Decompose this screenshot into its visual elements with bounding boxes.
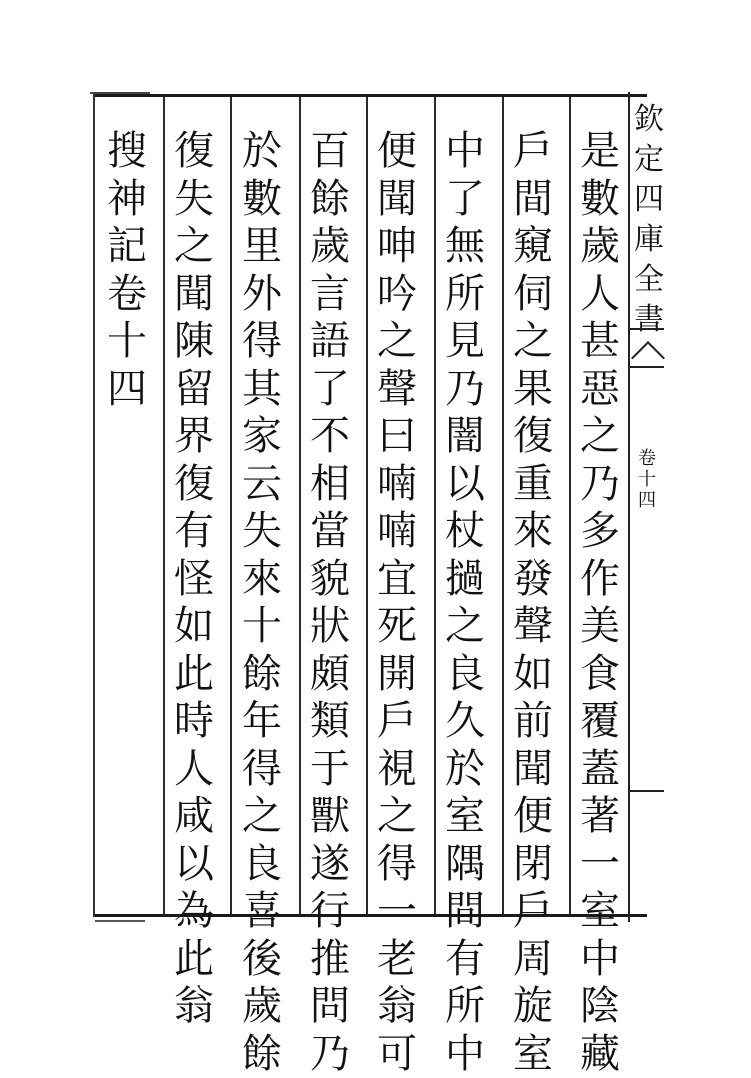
- glyph: 復: [174, 128, 214, 176]
- glyph: 喃: [377, 508, 417, 556]
- glyph: 行: [310, 888, 350, 936]
- glyph: 類: [310, 698, 350, 746]
- glyph: 得: [242, 746, 282, 794]
- column-rule: [163, 97, 165, 914]
- glyph: 來: [242, 556, 282, 604]
- glyph: 得: [242, 318, 282, 366]
- glyph: 乃: [310, 1031, 350, 1078]
- glyph: 來: [513, 508, 553, 556]
- column-rule: [569, 97, 571, 914]
- glyph: 遂: [310, 841, 350, 889]
- glyph: 後: [242, 936, 282, 984]
- margin-glyph: 四: [634, 180, 664, 220]
- glyph: 復: [174, 461, 214, 509]
- glyph: 之: [445, 603, 485, 651]
- glyph: 一: [377, 888, 417, 936]
- glyph: 相: [310, 461, 350, 509]
- glyph: 作: [580, 556, 620, 604]
- glyph: 記: [107, 223, 147, 271]
- glyph: 蓋: [580, 746, 620, 794]
- glyph: 便: [377, 128, 417, 176]
- glyph: 百: [310, 128, 350, 176]
- glyph: 之: [377, 318, 417, 366]
- glyph: 中: [580, 936, 620, 984]
- glyph: 中: [445, 128, 485, 176]
- glyph: 周: [513, 936, 553, 984]
- glyph: 十: [107, 318, 147, 366]
- margin-glyph: 書: [634, 300, 664, 340]
- glyph: 咸: [174, 793, 214, 841]
- margin-book-title: [631, 100, 667, 340]
- glyph: 之: [580, 413, 620, 461]
- glyph: 貌: [310, 556, 350, 604]
- text-column-7: [168, 128, 220, 1031]
- glyph: 聞: [377, 176, 417, 224]
- glyph: 聲: [513, 603, 553, 651]
- glyph: 戶: [377, 698, 417, 746]
- glyph: 餘: [242, 1031, 282, 1078]
- glyph: 頗: [310, 651, 350, 699]
- glyph: 四: [107, 366, 147, 414]
- glyph: 此: [174, 936, 214, 984]
- glyph: 藏: [580, 1031, 620, 1078]
- glyph: 陳: [174, 318, 214, 366]
- glyph: 于: [310, 746, 350, 794]
- glyph: 餘: [242, 651, 282, 699]
- glyph: 發: [513, 556, 553, 604]
- margin-glyph: 欽: [634, 100, 664, 140]
- glyph: 了: [445, 176, 485, 224]
- glyph: 言: [310, 271, 350, 319]
- glyph: 便: [513, 793, 553, 841]
- glyph: 久: [445, 698, 485, 746]
- glyph: 多: [580, 508, 620, 556]
- column-rule: [230, 97, 232, 914]
- glyph: 開: [377, 651, 417, 699]
- glyph: 云: [242, 461, 282, 509]
- glyph: 之: [242, 793, 282, 841]
- margin-glyph: 四: [638, 490, 656, 511]
- glyph: 里: [242, 223, 282, 271]
- glyph: 年: [242, 698, 282, 746]
- glyph: 伺: [513, 271, 553, 319]
- margin-glyph: 卷: [638, 448, 656, 469]
- glyph: 所: [445, 983, 485, 1031]
- glyph: 失: [174, 176, 214, 224]
- glyph: 聞: [513, 746, 553, 794]
- glyph: 以: [174, 841, 214, 889]
- glyph: 呻: [377, 223, 417, 271]
- glyph: 良: [242, 841, 282, 889]
- glyph: 聞: [174, 271, 214, 319]
- glyph: 問: [310, 983, 350, 1031]
- glyph: 有: [174, 508, 214, 556]
- glyph: 喜: [242, 888, 282, 936]
- glyph: 曰: [377, 413, 417, 461]
- glyph: 聲: [377, 366, 417, 414]
- text-column-8-book-end: [101, 128, 153, 413]
- glyph: 室: [445, 793, 485, 841]
- glyph: 翁: [174, 983, 214, 1031]
- glyph: 以: [445, 461, 485, 509]
- glyph: 狀: [310, 603, 350, 651]
- margin-glyph: 全: [634, 260, 664, 300]
- frame-left-border: [93, 94, 95, 917]
- text-column-4: [371, 128, 423, 1078]
- glyph: 卷: [107, 271, 147, 319]
- glyph: 宜: [377, 556, 417, 604]
- glyph: 獸: [310, 793, 350, 841]
- margin-glyph: 庫: [634, 220, 664, 260]
- column-rule: [502, 97, 504, 914]
- glyph: 間: [445, 888, 485, 936]
- glyph: 人: [174, 746, 214, 794]
- glyph: 視: [377, 746, 417, 794]
- glyph: 神: [107, 176, 147, 224]
- glyph: 之: [377, 793, 417, 841]
- glyph: 家: [242, 413, 282, 461]
- glyph: 著: [580, 793, 620, 841]
- glyph: 人: [580, 271, 620, 319]
- glyph: 留: [174, 366, 214, 414]
- glyph: 之: [174, 223, 214, 271]
- glyph: 於: [445, 746, 485, 794]
- glyph: 推: [310, 936, 350, 984]
- glyph: 為: [174, 888, 214, 936]
- text-column-2: [507, 128, 559, 1078]
- glyph: 乃: [445, 366, 485, 414]
- glyph: 果: [513, 366, 553, 414]
- border-speck: [95, 920, 145, 922]
- glyph: 界: [174, 413, 214, 461]
- glyph: 美: [580, 603, 620, 651]
- glyph: 甚: [580, 318, 620, 366]
- fishtail-mark-icon: [630, 328, 664, 368]
- glyph: 惡: [580, 366, 620, 414]
- glyph: 室: [580, 888, 620, 936]
- glyph: 十: [242, 603, 282, 651]
- text-column-6: [236, 128, 288, 1078]
- glyph: 戶: [513, 888, 553, 936]
- margin-glyph: 定: [634, 140, 664, 180]
- glyph: 一: [580, 841, 620, 889]
- column-rule: [366, 97, 368, 914]
- glyph: 死: [377, 603, 417, 651]
- glyph: 吟: [377, 271, 417, 319]
- glyph: 重: [513, 461, 553, 509]
- glyph: 中: [445, 1031, 485, 1078]
- glyph: 數: [580, 176, 620, 224]
- glyph: 窺: [513, 223, 553, 271]
- glyph: 間: [513, 176, 553, 224]
- glyph: 當: [310, 508, 350, 556]
- glyph: 此: [174, 651, 214, 699]
- glyph: 覆: [580, 698, 620, 746]
- text-column-3: [439, 128, 491, 1078]
- text-column-1: [574, 128, 626, 1078]
- glyph: 戶: [513, 128, 553, 176]
- glyph: 餘: [310, 176, 350, 224]
- glyph: 旋: [513, 983, 553, 1031]
- glyph: 食: [580, 651, 620, 699]
- glyph: 數: [242, 176, 282, 224]
- glyph: 於: [242, 128, 282, 176]
- glyph: 室: [513, 1031, 553, 1078]
- glyph: 良: [445, 651, 485, 699]
- glyph: 前: [513, 698, 553, 746]
- glyph: 老: [377, 936, 417, 984]
- glyph: 之: [513, 318, 553, 366]
- glyph: 翁: [377, 983, 417, 1031]
- glyph: 歲: [242, 983, 282, 1031]
- glyph: 有: [445, 936, 485, 984]
- border-speck: [90, 92, 150, 94]
- glyph: 可: [377, 1031, 417, 1078]
- glyph: 闇: [445, 413, 485, 461]
- glyph: 見: [445, 318, 485, 366]
- glyph: 不: [310, 413, 350, 461]
- glyph: 乃: [580, 461, 620, 509]
- glyph: 歲: [580, 223, 620, 271]
- glyph: 所: [445, 271, 485, 319]
- glyph: 無: [445, 223, 485, 271]
- glyph: 是: [580, 128, 620, 176]
- glyph: 外: [242, 271, 282, 319]
- glyph: 如: [513, 651, 553, 699]
- glyph: 喃: [377, 461, 417, 509]
- glyph: 閉: [513, 841, 553, 889]
- glyph: 語: [310, 318, 350, 366]
- glyph: 得: [377, 841, 417, 889]
- glyph: 了: [310, 366, 350, 414]
- glyph: 歲: [310, 223, 350, 271]
- glyph: 杖: [445, 508, 485, 556]
- glyph: 其: [242, 366, 282, 414]
- glyph: 如: [174, 603, 214, 651]
- column-rule: [299, 97, 301, 914]
- glyph: 時: [174, 698, 214, 746]
- glyph: 怪: [174, 556, 214, 604]
- margin-glyph: 十: [638, 469, 656, 490]
- margin-juan-label: [636, 448, 658, 511]
- margin-divider: [628, 790, 664, 792]
- text-column-5: [304, 128, 356, 1078]
- glyph: 陰: [580, 983, 620, 1031]
- column-rule: [434, 97, 436, 914]
- glyph: 復: [513, 413, 553, 461]
- glyph: 撾: [445, 556, 485, 604]
- glyph: 失: [242, 508, 282, 556]
- glyph: 隅: [445, 841, 485, 889]
- glyph: 搜: [107, 128, 147, 176]
